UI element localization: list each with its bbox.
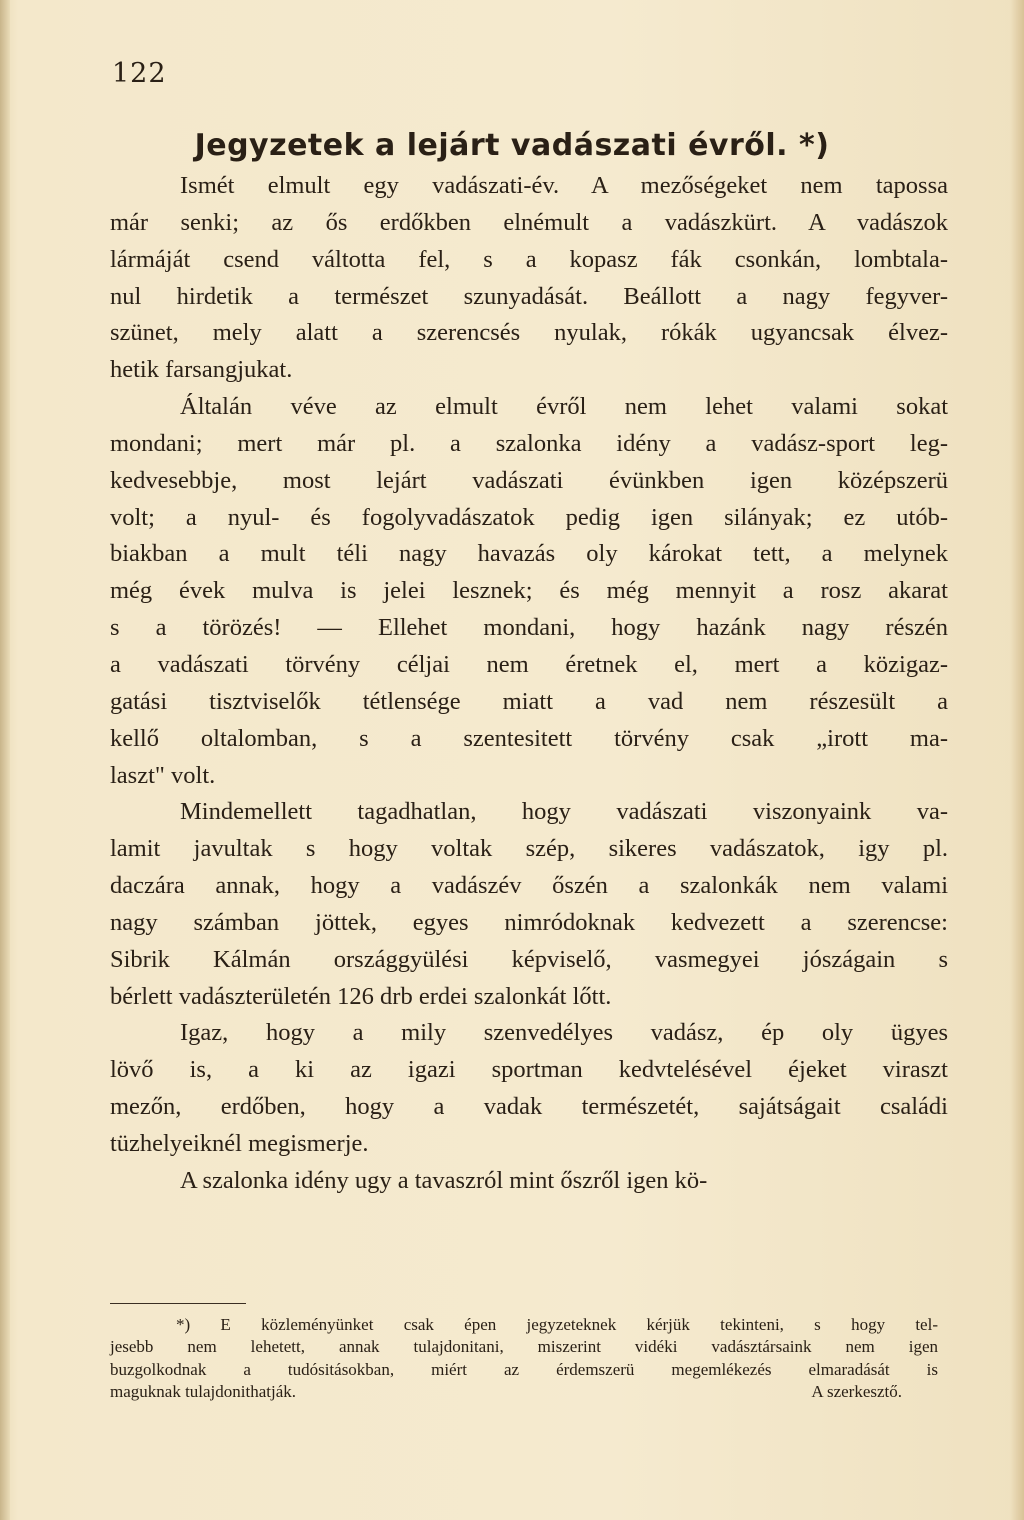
text-line: daczára annak, hogy a vadászév őszén a szalonkák nem valami <box>110 872 948 900</box>
text-line: mezőn, erdőben, hogy a vadak természetét, sajátságait családi <box>110 1093 948 1121</box>
footnote <box>110 1314 938 1403</box>
text-line: hetik farsangjukat. <box>110 356 293 384</box>
text-line: szünet, mely alatt a szerencsés nyulak, rókák ugyancsak élvez- <box>110 319 948 347</box>
article-body <box>110 168 948 1200</box>
text-line: Ismét elmult egy vadászati-év. A mezőségeket nem tapossa <box>180 172 948 199</box>
footnote-line-text: jesebb nem lehetett, annak tulajdonitani, miszerint vidéki vadásztársaink nem igen <box>110 1337 938 1357</box>
text-line: kedvesebbje, most lejárt vadászati évünkben igen középszerü <box>110 466 948 494</box>
footnote-line-text: *) E közleményünket csak épen jegyzeteknek kérjük tekinteni, s hogy tel- <box>176 1315 938 1334</box>
article-title: Jegyzetek a lejárt vadászati évről. *) <box>194 128 830 163</box>
text-line: már senki; az ős erdőkben elnémult a vadászkürt. A vadászok <box>110 208 948 236</box>
paragraph <box>110 389 948 794</box>
text-line: laszt" volt. <box>110 761 216 789</box>
text-line: A szalonka idény ugy a tavaszról mint őszről igen kö- <box>180 1166 708 1194</box>
text-line: nul hirdetik a természet szunyadását. Beállott a nagy fegyver- <box>110 282 948 310</box>
text-line: bérlett vadászterületén 126 drb erdei szalonkát lőtt. <box>110 982 612 1010</box>
text-line: volt; a nyul- és fogolyvadászatok pedig igen silányak; ez utób- <box>110 503 948 531</box>
text-line: lármáját csend váltotta fel, s a kopasz fák csonkán, lombtala- <box>110 245 948 273</box>
footnote-line-text: maguknak tulajdonithatják. <box>110 1381 297 1401</box>
text-line: még évek mulva is jelei lesznek; és még mennyit a rosz akarat <box>110 577 948 605</box>
footnote-signature: A szerkesztő. <box>811 1381 902 1401</box>
text-line: s a törözés! — Ellehet mondani, hogy hazánk nagy részén <box>110 614 948 642</box>
text-line: Általán véve az elmult évről nem lehet valami sokat <box>180 393 948 421</box>
text-line: nagy számban jöttek, egyes nimródoknak kedvezett a szerencse: <box>110 908 948 936</box>
paragraph <box>110 794 948 1015</box>
page-right-edge <box>1010 0 1024 1520</box>
text-line: gatási tisztviselők tétlensége miatt a vad nem részesült a <box>110 687 948 715</box>
paragraph <box>110 168 948 389</box>
text-line: Sibrik Kálmán országgyülési képviselő, vasmegyei jószágain s <box>110 945 948 973</box>
paragraph <box>110 1015 948 1162</box>
text-line: Igaz, hogy a mily szenvedélyes vadász, ép oly ügyes <box>180 1019 948 1047</box>
text-line: kellő oltalomban, s a szentesitett törvény csak „irott ma- <box>110 724 948 752</box>
footnote-line-text: buzgolkodnak a tudósitásokban, miért az érdemszerü megemlékezés elmaradását is <box>110 1359 938 1379</box>
page-spine-edge <box>0 0 10 1520</box>
text-line: mondani; mert már pl. a szalonka idény a vadász-sport leg- <box>110 429 948 457</box>
paragraph <box>110 1163 948 1200</box>
footnote-line <box>110 1314 938 1336</box>
text-line: tüzhelyeiknél megismerje. <box>110 1129 369 1157</box>
footnote-line <box>110 1336 938 1358</box>
text-line: lövő is, a ki az igazi sportman kedvtelésével éjeket viraszt <box>110 1056 948 1084</box>
page-number: 122 <box>112 58 167 89</box>
footnote-line <box>110 1381 938 1403</box>
text-line: lamit javultak s hogy voltak szép, sikeres vadászatok, igy pl. <box>110 835 948 863</box>
text-line: a vadászati törvény céljai nem éretnek el, mert a közigaz- <box>110 650 948 678</box>
text-line: Mindemellett tagadhatlan, hogy vadászati viszonyaink va- <box>180 798 948 826</box>
footnote-divider <box>110 1303 246 1304</box>
footnote-line <box>110 1359 938 1381</box>
text-line: biakban a mult téli nagy havazás oly károkat tett, a melynek <box>110 540 948 568</box>
